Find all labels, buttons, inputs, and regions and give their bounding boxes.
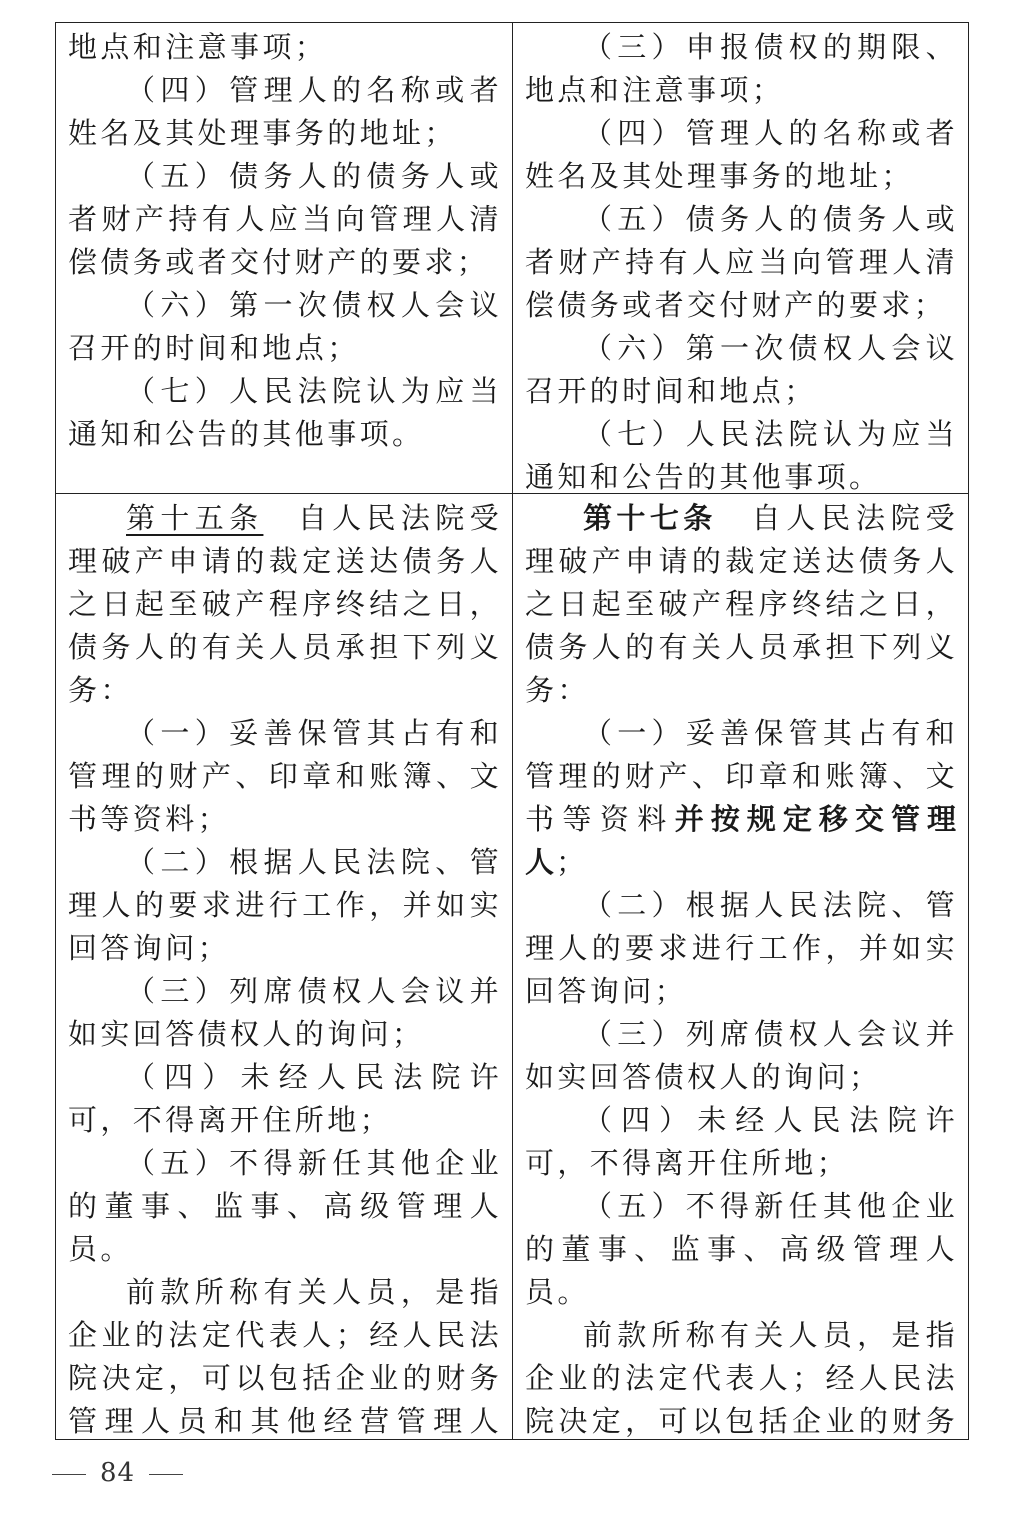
paragraph: 前款所称有关人员，是指企业的法定代表人；经人民法院决定，可以包括企业的财务 xyxy=(525,1318,958,1438)
paragraph: （二）根据人民法院、管理人的要求进行工作，并如实回答询问； xyxy=(525,888,958,1008)
paragraph: （三）列席债权人会议并如实回答债权人的询问； xyxy=(525,1017,958,1094)
paragraph: （二）根据人民法院、管理人的要求进行工作，并如实回答询问； xyxy=(68,845,502,965)
paragraph xyxy=(525,712,958,884)
footer-dash-left xyxy=(52,1474,86,1475)
old-text-cell xyxy=(56,23,513,493)
footer-dash-right xyxy=(149,1474,183,1475)
new-text-cell xyxy=(513,494,968,1439)
paragraph: （五）不得新任其他企业的董事、监事、高级管理人员。 xyxy=(525,1189,958,1309)
table-row xyxy=(56,494,968,1439)
paragraph: （四）未经人民法院许可，不得离开住所地； xyxy=(525,1103,958,1180)
paragraph: （三）申报债权的期限、地点和注意事项； xyxy=(525,30,958,107)
paragraph: 前款所称有关人员，是指企业的法定代表人；经人民法院决定，可以包括企业的财务管理人员和其他经营管理人 xyxy=(68,1275,502,1438)
item-text: （一）妥善保管其占有和管理的财产、印章和账簿、文书等资料 xyxy=(525,716,958,836)
paragraph: （七）人民法院认为应当通知和公告的其他事项。 xyxy=(68,374,502,451)
item-text-end: ； xyxy=(556,845,589,879)
paragraph: （四）管理人的名称或者姓名及其处理事务的地址； xyxy=(525,116,958,193)
page-number: 84 xyxy=(100,1458,136,1488)
paragraph: （五）债务人的债务人或者财产持有人应当向管理人清偿债务或者交付财产的要求； xyxy=(68,159,502,279)
paragraph: （五）不得新任其他企业的董事、监事、高级管理人员。 xyxy=(68,1146,502,1266)
old-text-cell xyxy=(56,494,513,1439)
article-number: 第十五条 xyxy=(126,501,264,535)
new-text-cell xyxy=(513,23,968,493)
paragraph: （一）妥善保管其占有和管理的财产、印章和账簿、文书等资料； xyxy=(68,716,502,836)
paragraph: （四）未经人民法院许可，不得离开住所地； xyxy=(68,1060,502,1137)
page-footer xyxy=(38,1458,197,1488)
paragraph: （三）列席债权人会议并如实回答债权人的询问； xyxy=(68,974,502,1051)
paragraph: （五）债务人的债务人或者财产持有人应当向管理人清偿债务或者交付财产的要求； xyxy=(525,202,958,322)
article-text: 自人民法院受理破产申请的裁定送达债务人之日起至破产程序终结之日，债务人的有关人员承担下列义务： xyxy=(525,501,958,707)
article-paragraph xyxy=(525,497,958,712)
paragraph: 地点和注意事项； xyxy=(68,30,328,64)
paragraph: （七）人民法院认为应当通知和公告的其他事项。 xyxy=(525,417,958,493)
paragraph: （四）管理人的名称或者姓名及其处理事务的地址； xyxy=(68,73,502,150)
paragraph: （六）第一次债权人会议召开的时间和地点； xyxy=(68,288,502,365)
inserted-text: 并按规定移交管理人 xyxy=(525,802,958,879)
article-text: 自人民法院受理破产申请的裁定送达债务人之日起至破产程序终结之日，债务人的有关人员承担下列义务： xyxy=(68,501,502,707)
article-paragraph xyxy=(68,497,502,712)
article-number: 第十七条 xyxy=(583,501,717,535)
paragraph: （六）第一次债权人会议召开的时间和地点； xyxy=(525,331,958,408)
table-row xyxy=(56,23,968,494)
comparison-table xyxy=(55,22,969,1440)
